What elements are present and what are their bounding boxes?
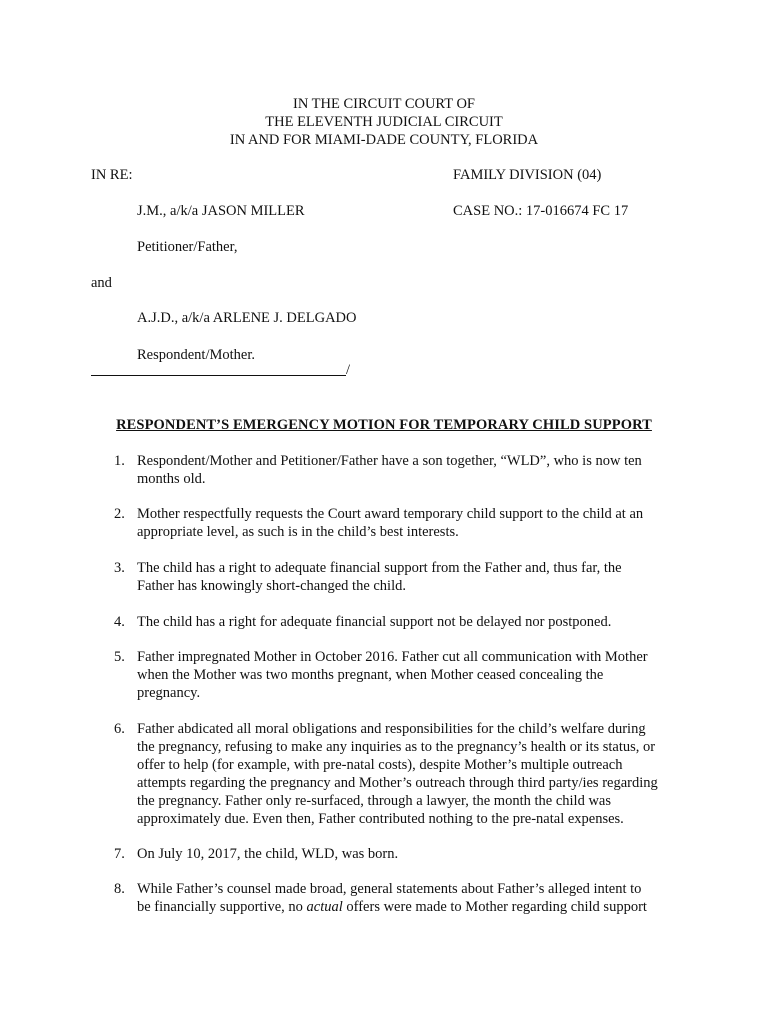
paragraph-line: The child has a right to adequate financial support from the Father and, thus far, the: [137, 560, 622, 576]
paragraph-text: [137, 720, 697, 828]
paragraph-text: [137, 505, 697, 541]
court-heading-line-2: THE ELEVENTH JUDICIAL CIRCUIT: [265, 114, 503, 130]
paragraph-line-segment: offers were made to Mother regarding child support: [342, 899, 647, 915]
paragraph-line: Mother respectfully requests the Court award temporary child support to the child at an: [137, 506, 644, 522]
paragraph-text: [137, 613, 697, 631]
and-label: and: [91, 275, 112, 291]
paragraph-line: attempts regarding the pregnancy and Mother’s outreach through third party/ies regarding: [137, 775, 658, 791]
paragraph-line: On July 10, 2017, the child, WLD, was born.: [137, 846, 399, 862]
paragraph-text: [137, 559, 697, 595]
paragraph-number: 6.: [114, 721, 125, 737]
petitioner-name: J.M., a/k/a JASON MILLER: [137, 203, 305, 219]
caption-divider-slash: /: [346, 362, 351, 378]
paragraph-line: offer to help (for example, with pre-natal costs), despite Mother’s multiple outreach: [137, 757, 623, 773]
paragraph-line: Father abdicated all moral obligations and responsibilities for the child’s welfare during: [137, 721, 646, 737]
paragraph-line: when the Mother was two months pregnant, when Mother ceased concealing the: [137, 667, 604, 683]
paragraph-number: 4.: [114, 614, 125, 630]
petitioner-role: Petitioner/Father,: [137, 239, 238, 255]
paragraph-text: [137, 880, 697, 916]
court-heading-line-1: IN THE CIRCUIT COURT OF: [292, 96, 475, 112]
paragraph-line: Father impregnated Mother in October 2016. Father cut all communication with Mother: [137, 649, 648, 665]
paragraph-line: appropriate level, as such is in the child’s best interests.: [137, 524, 459, 540]
paragraph-number: 1.: [114, 453, 125, 469]
paragraph-number: 8.: [114, 881, 125, 897]
paragraph-line: pregnancy.: [137, 685, 201, 701]
paragraph-line: Respondent/Mother and Petitioner/Father have a son together, “WLD”, who is now ten: [137, 453, 642, 469]
paragraph-number: 7.: [114, 846, 125, 862]
paragraph-text: [137, 452, 697, 488]
motion-title: RESPONDENT’S EMERGENCY MOTION FOR TEMPORARY CHILD SUPPORT: [116, 417, 652, 433]
court-heading-line-3: IN AND FOR MIAMI-DADE COUNTY, FLORIDA: [229, 132, 539, 148]
paragraph-text: [137, 648, 697, 702]
in-re-label: IN RE:: [91, 167, 133, 183]
paragraph-number: 5.: [114, 649, 125, 665]
respondent-role: Respondent/Mother.: [137, 347, 256, 363]
case-number: CASE NO.: 17-016674 FC 17: [453, 203, 629, 219]
paragraph-number: 3.: [114, 560, 125, 576]
paragraph-line: [137, 898, 697, 916]
family-division: FAMILY DIVISION (04): [453, 167, 602, 183]
paragraph-text: [137, 845, 697, 863]
emphasized-word: actual: [306, 899, 343, 915]
paragraph-line: the pregnancy. Father only re-surfaced, through a lawyer, the month the child was: [137, 793, 611, 809]
paragraph-line: months old.: [137, 471, 206, 487]
paragraph-line: the pregnancy, refusing to make any inquiries as to the pregnancy’s health or its status, or: [137, 739, 656, 755]
paragraph-number: 2.: [114, 506, 125, 522]
respondent-name: A.J.D., a/k/a ARLENE J. DELGADO: [137, 310, 357, 326]
paragraph-line: While Father’s counsel made broad, general statements about Father’s alleged intent to: [137, 881, 642, 897]
paragraph-line: The child has a right for adequate financial support not be delayed nor postponed.: [137, 614, 612, 630]
paragraph-line: approximately due. Even then, Father contributed nothing to the pre-natal expenses.: [137, 811, 624, 827]
paragraph-line-segment: be financially supportive, no: [137, 899, 307, 915]
caption-divider-line: [91, 375, 346, 376]
paragraph-line: Father has knowingly short-changed the child.: [137, 578, 406, 594]
